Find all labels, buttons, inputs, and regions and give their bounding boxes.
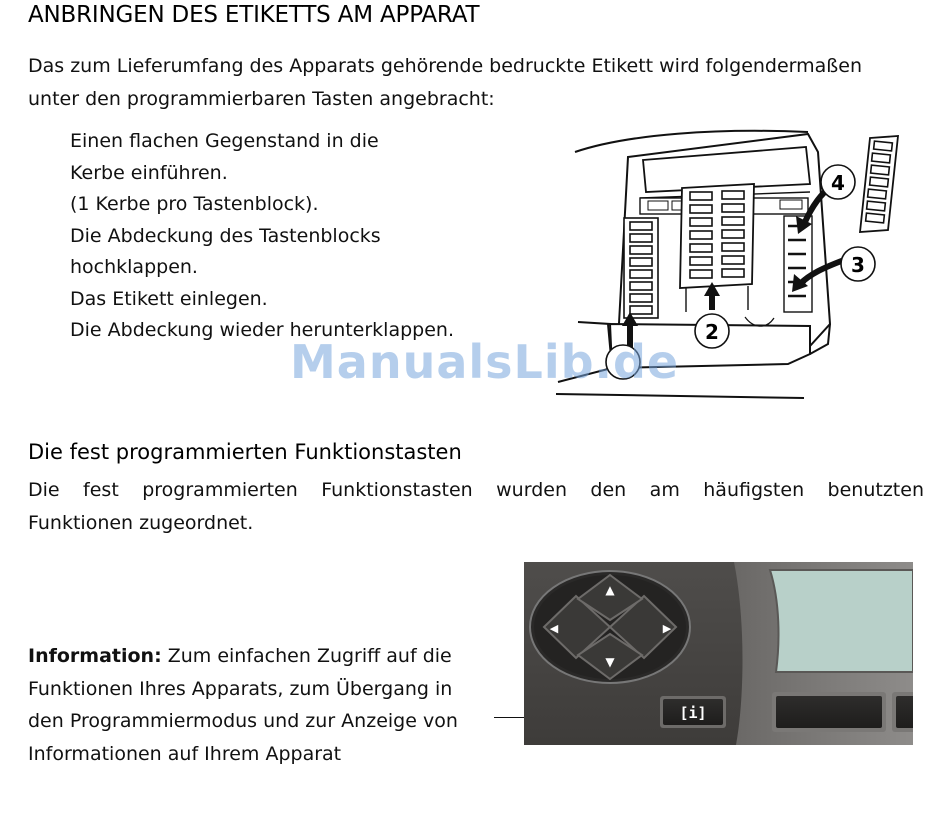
right-arrow-icon[interactable]: ▶ xyxy=(662,622,672,635)
section-title: Die fest programmierten Funktionstasten xyxy=(28,440,462,464)
section-line: Funktionen zugeordnet. xyxy=(28,512,254,534)
function-key[interactable] xyxy=(776,696,882,728)
step-line: Die Abdeckung wieder herunterklappen. xyxy=(70,319,454,341)
down-arrow-icon[interactable]: ▼ xyxy=(605,655,615,669)
section-text xyxy=(28,474,924,540)
step-line: (1 Kerbe pro Tastenblock). xyxy=(70,193,319,215)
page-title: ANBRINGEN DES ETIKETTS AM APPARAT xyxy=(28,2,480,28)
step-line: Kerbe einführen. xyxy=(70,161,228,184)
step-3-number: 3 xyxy=(851,253,865,277)
left-arrow-icon[interactable]: ◀ xyxy=(549,622,559,635)
info-line: Funktionen Ihres Apparats, zum Übergang in xyxy=(28,677,453,700)
info-icon: [i] xyxy=(679,704,707,722)
step-list xyxy=(70,126,454,347)
info-description xyxy=(28,640,458,770)
info-line: Zum einfachen Zugriff auf die xyxy=(167,645,452,667)
step-2-number: 2 xyxy=(705,320,719,344)
step-4-number: 4 xyxy=(831,171,845,195)
step-line: hochklappen. xyxy=(70,256,198,278)
step-line: Einen flachen Gegenstand in die xyxy=(70,130,379,152)
intro-line: unter den programmierbaren Tasten angebracht: xyxy=(28,88,495,110)
up-arrow-icon[interactable]: ▲ xyxy=(605,583,615,597)
intro-line: Das zum Lieferumfang des Apparats gehörende bedruckte Etikett wird folgendermaßen xyxy=(28,55,863,77)
section-line: Die fest programmierten Funktionstasten wurden den am häufigsten benutzten xyxy=(28,479,924,501)
function-key[interactable] xyxy=(896,696,913,728)
info-line: Informationen auf Ihrem Apparat xyxy=(28,742,342,765)
intro-text xyxy=(28,50,862,116)
info-line: den Programmiermodus und zur Anzeige von xyxy=(28,710,458,732)
step-line: Das Etikett einlegen. xyxy=(70,287,268,310)
display-screen xyxy=(770,570,913,672)
keypad-photo xyxy=(524,562,913,745)
watermark: ManualsLib.de xyxy=(290,335,680,389)
info-label: Information: xyxy=(28,645,162,667)
step-line: Die Abdeckung des Tastenblocks xyxy=(70,224,381,247)
